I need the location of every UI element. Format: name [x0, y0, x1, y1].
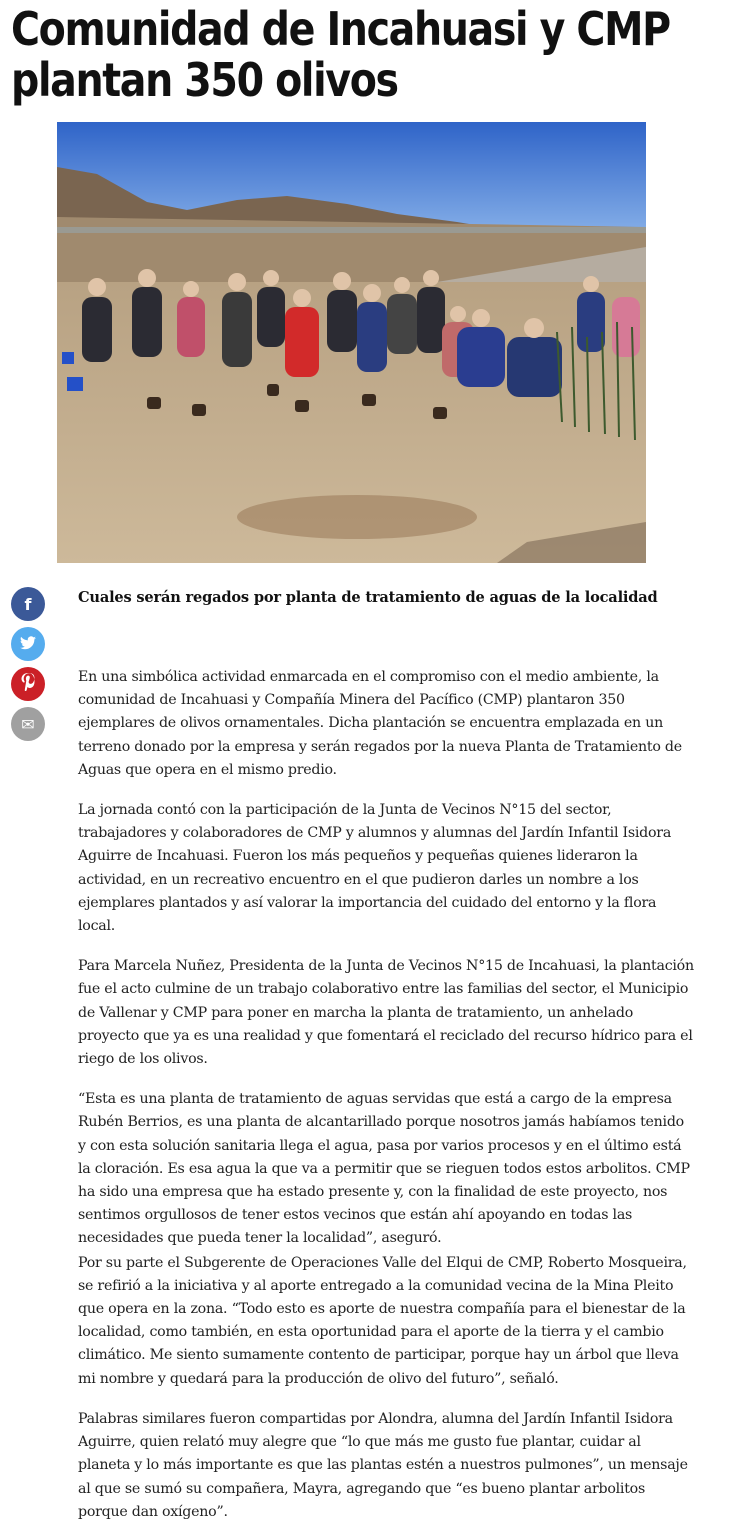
twitter-icon	[20, 635, 36, 654]
article-body	[78, 584, 694, 1524]
article-title: Comunidad de Incahuasi y CMP plantan 350 olivos	[11, 2, 670, 107]
pinterest-share-button[interactable]	[11, 667, 45, 701]
group-photo-illustration	[57, 122, 646, 563]
email-icon: ✉	[21, 714, 35, 734]
article-subtitle: Cuales serán regados por planta de tratamiento de aguas de la localidad	[78, 589, 658, 606]
email-share-button[interactable]	[11, 707, 45, 741]
paragraph-4: “Esta es una planta de tratamiento de aguas servidas que está a cargo de la empresa Rubén Berrios, es una planta de alcantarillado porque nosotros jamás habíamos tenido y con esta solución sanitaria llega el agua, pasa por varios procesos y en el último está la cloración. Es esa agua la que va a permitir que se rieguen todos estos arbolitos. CMP ha sido una empresa que ha estado presente y, con la finalidad de este proyecto, nos sentimos orgullosos de tener estos vecinos que están ahí apoyando en todas las necesidades que pueda tener la localidad”, aseguró.	[78, 1091, 690, 1247]
pinterest-icon	[21, 673, 35, 695]
facebook-share-button[interactable]	[11, 587, 45, 621]
paragraph-3: Para Marcela Nuñez, Presidenta de la Junta de Vecinos N°15 de Incahuasi, la plantación fue el acto culmine de un trabajo colaborativo entre las familias del sector, el Municipio de Vallenar y CMP para poner en marcha la planta de tratamiento, un anhelado proyecto que ya es una realidad y que fomentará el reciclado del recurso hídrico para el riego de los olivos.	[78, 958, 694, 1068]
twitter-share-button[interactable]	[11, 627, 45, 661]
article-hero-photo	[57, 122, 646, 563]
paragraph-1: En una simbólica actividad enmarcada en el compromiso con el medio ambiente, la comunidad de Incahuasi y Compañía Minera del Pacífico (CMP) plantaron 350 ejemplares de olivos ornamentales. Dicha plantación se encuentra emplazada en un terreno donado por la empresa y serán regados por la nueva Planta de Tratamiento de Aguas que opera en el mismo predio.	[78, 669, 682, 778]
paragraph-6: Palabras similares fueron compartidas por Alondra, alumna del Jardín Infantil Isidora Aguirre, quien relató muy alegre que “lo que más me gusto fue plantar, cuidar al planeta y lo más importante es que las plantas estén a nuestros pulmones”, un mensaje al que se sumó su compañera, Mayra, agregando que “es bueno plantar arbolitos porque dan oxígeno”.	[78, 1410, 688, 1520]
paragraph-5: Por su parte el Subgerente de Operaciones Valle del Elqui de CMP, Roberto Mosqueira, se refirió a la iniciativa y al aporte entregado a la comunidad vecina de la Mina Pleito que opera en la zona. “Todo esto es aporte de nuestra compañía para el bienestar de la localidad, como también, en esta oportunidad para el aporte de la tierra y el cambio climático. Me siento sumamente contento de participar, porque hay un árbol que lleva mi nombre y quedará para la producción de olivo del futuro”, señaló.	[78, 1254, 687, 1387]
facebook-icon: f	[24, 594, 32, 614]
paragraph-2: La jornada contó con la participación de la Junta de Vecinos N°15 del sector, trabajadores y colaboradores de CMP y alumnos y alumnas del Jardín Infantil Isidora Aguirre de Incahuasi. Fueron los más pequeños y pequeñas quienes lideraron la actividad, en un recreativo encuentro en el que pudieron darles un nombre a los ejemplares plantados y así valorar la importancia del cuidado del entorno y la flora local.	[78, 802, 672, 935]
